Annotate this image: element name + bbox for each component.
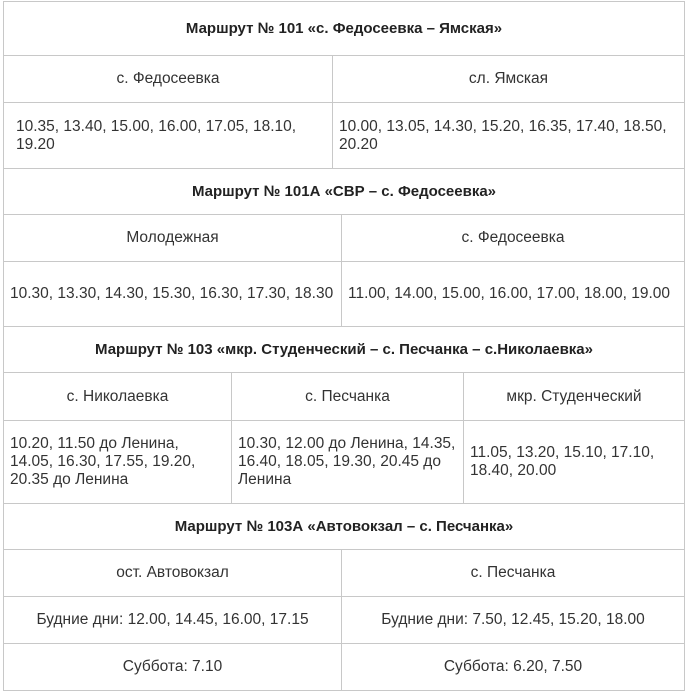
route-103a-saturday-row bbox=[4, 644, 684, 690]
times-cell: 10.30, 12.00 до Ленина, 14.35, 16.40, 18.05, 19.30, 20.45 до Ленина bbox=[231, 421, 463, 503]
stop-header: с. Николаевка bbox=[66, 387, 169, 405]
route-title: Маршрут № 103А «Автовокзал – с. Песчанка» bbox=[174, 518, 514, 535]
stop-header: с. Федосеевка bbox=[116, 70, 220, 87]
times-cell: 11.05, 13.20, 15.10, 17.10, 18.40, 20.00 bbox=[463, 421, 684, 503]
route-103-times-row bbox=[4, 421, 684, 504]
times-cell: 10.30, 13.30, 14.30, 15.30, 16.30, 17.30, 18.30 bbox=[10, 285, 334, 302]
times-cell: 11.00, 14.00, 15.00, 16.00, 17.00, 18.00, 19.00 bbox=[341, 262, 684, 326]
route-103a-stops-row bbox=[4, 550, 684, 597]
schedule-table bbox=[3, 1, 685, 691]
times-cell: 10.35, 13.40, 15.00, 16.00, 17.05, 18.10, 19.20 bbox=[16, 117, 297, 153]
stop-header: с. Федосеевка bbox=[341, 215, 684, 261]
route-103a-weekdays-row bbox=[4, 597, 684, 644]
route-101-title-row bbox=[4, 2, 684, 56]
stop-header: ост. Автовокзал bbox=[116, 564, 229, 581]
route-101-stops-row bbox=[4, 56, 684, 103]
route-title: Маршрут № 101 «с. Федосеевка – Ямская» bbox=[185, 20, 503, 37]
route-101-times-row bbox=[4, 103, 684, 169]
route-103-title-row bbox=[4, 327, 684, 373]
route-title: Маршрут № 103 «мкр. Студенческий – с. Песчанка – с.Николаевка» bbox=[95, 341, 593, 358]
route-title: Маршрут № 101А «СВР – с. Федосеевка» bbox=[191, 183, 497, 200]
stop-header: с. Песчанка bbox=[231, 373, 463, 420]
stop-header: Молодежная bbox=[126, 229, 219, 246]
route-101a-title-row bbox=[4, 169, 684, 215]
stop-header: с. Песчанка bbox=[341, 550, 684, 596]
route-101a-stops-row bbox=[4, 215, 684, 262]
saturday-times: Суббота: 6.20, 7.50 bbox=[341, 644, 684, 690]
times-cell: 10.20, 11.50 до Ленина, 14.05, 16.30, 17.55, 19.20, 20.35 до Ленина bbox=[10, 435, 196, 488]
weekdays-times: Будние дни: 12.00, 14.45, 16.00, 17.15 bbox=[36, 611, 309, 628]
saturday-times: Суббота: 7.10 bbox=[122, 658, 223, 675]
route-101a-times-row bbox=[4, 262, 684, 327]
weekdays-times: Будние дни: 7.50, 12.45, 15.20, 18.00 bbox=[341, 597, 684, 643]
route-103a-title-row bbox=[4, 504, 684, 550]
times-cell: 10.00, 13.05, 14.30, 15.20, 16.35, 17.40, 18.50, 20.20 bbox=[332, 103, 684, 168]
stop-header: мкр. Студенческий bbox=[463, 373, 684, 420]
route-103-stops-row bbox=[4, 373, 684, 421]
stop-header: сл. Ямская bbox=[332, 56, 684, 102]
